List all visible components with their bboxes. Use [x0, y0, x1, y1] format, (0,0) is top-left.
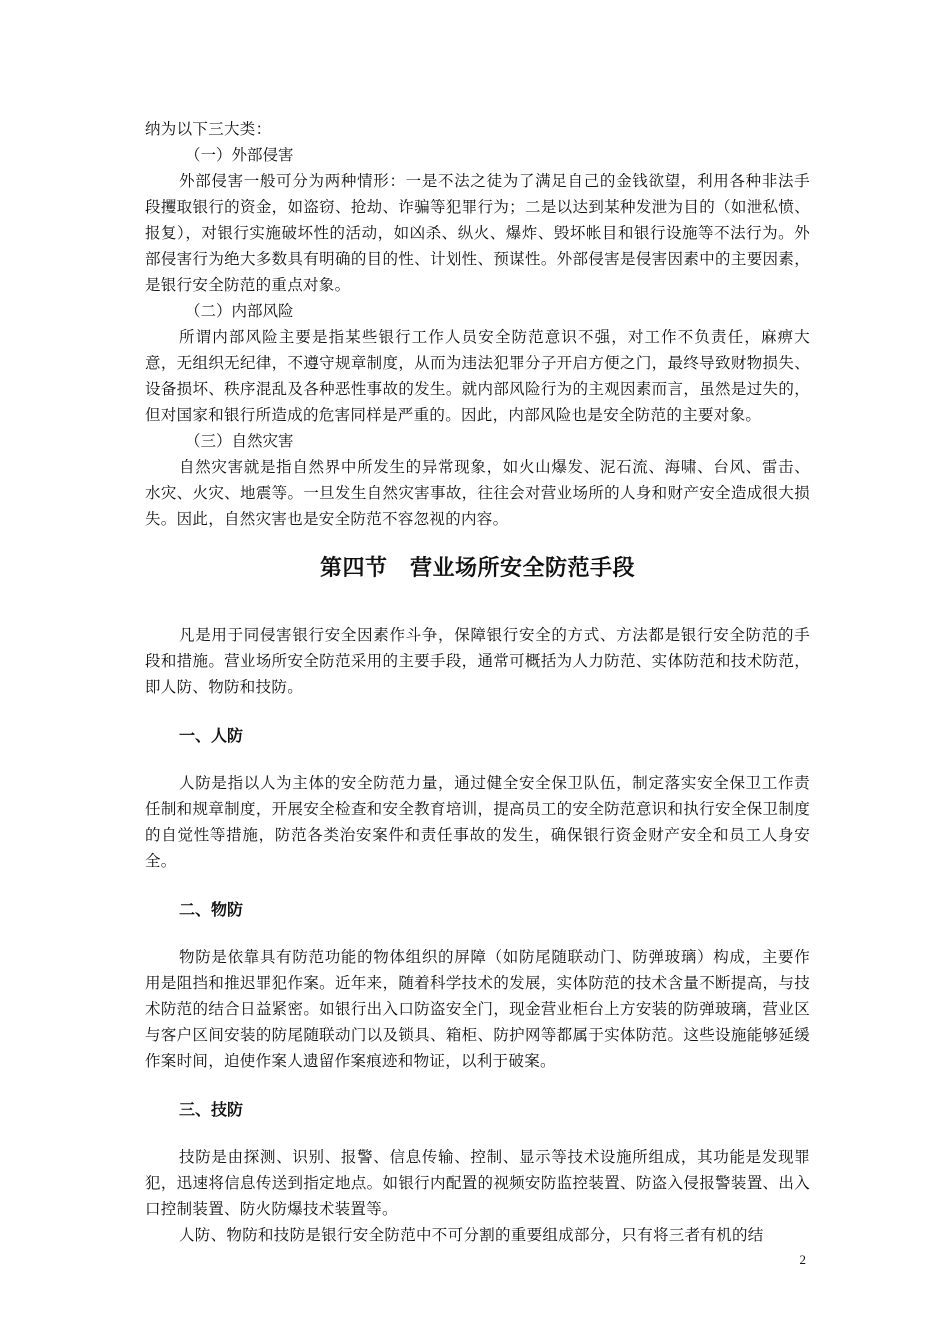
page-number: 2	[799, 1252, 806, 1267]
subheading-internal-risk: （二）内部风险	[185, 302, 294, 320]
heading-human-defense: 一、人防	[179, 726, 244, 745]
page-content	[145, 116, 810, 1248]
human-defense-paragraph: 人防是指以人为主体的安全防范力量，通过健全安全保卫队伍，制定落实安全保卫工作责任制和规章制度，开展安全检查和安全教育培训，提高员工的安全防范意识和执行安全保卫制度的自觉性等措施，防范各类治安案件和责任事故的发生，确保银行资金财产安全和员工人身安全。	[145, 774, 810, 870]
technical-defense-paragraph: 技防是由探测、识别、报警、信息传输、控制、显示等技术设施所组成，其功能是发现罪犯，迅速将信息传送到指定地点。如银行内配置的视频安防监控装置、防盗入侵报警装置、出入口控制装置、防火防爆技术装置等。	[145, 1148, 810, 1218]
external-harm-paragraph: 外部侵害一般可分为两种情形：一是不法之徒为了满足自己的金钱欲望，利用各种非法手段攫取银行的资金，如盗窃、抢劫、诈骗等犯罪行为；二是以达到某种发泄为目的（如泄私愤、报复），对银行实施破坏性的活动，如凶杀、纵火、爆炸、毁坏帐目和银行设施等不法行为。外部侵害行为绝大多数具有明确的目的性、计划性、预谋性。外部侵害是侵害因素中的主要因素，是银行安全防范的重点对象。	[145, 172, 810, 294]
intro-tail-paragraph: 纳为以下三大类：	[145, 120, 272, 138]
internal-risk-paragraph: 所谓内部风险主要是指某些银行工作人员安全防范意识不强，对工作不负责任，麻痹大意，无组织无纪律，不遵守规章制度，从而为违法犯罪分子开启方便之门，最终导致财物损失、设备损坏、秩序混乱及各种恶性事故的发生。就内部风险行为的主观因素而言，虽然是过失的，但对国家和银行所造成的危害同样是严重的。因此，内部风险也是安全防范的主要对象。	[145, 328, 810, 424]
section-intro-paragraph: 凡是用于同侵害银行安全因素作斗争，保障银行安全的方式、方法都是银行安全防范的手段和措施。营业场所安全防范采用的主要手段，通常可概括为人力防范、实体防范和技术防范，即人防、物防和技防。	[145, 626, 810, 696]
subheading-natural-disaster: （三）自然灾害	[185, 432, 294, 450]
heading-physical-defense: 二、物防	[179, 900, 244, 919]
natural-disaster-paragraph: 自然灾害就是指自然界中所发生的异常现象，如火山爆发、泥石流、海啸、台风、雷击、水灾、火灾、地震等。一旦发生自然灾害事故，往往会对营业场所的人身和财产安全造成很大损失。因此，自然灾害也是安全防范不容忽视的内容。	[145, 458, 810, 528]
subheading-external-harm: （一）外部侵害	[185, 146, 294, 164]
closing-paragraph: 人防、物防和技防是银行安全防范中不可分割的重要组成部分，只有将三者有机的结	[179, 1226, 764, 1244]
heading-technical-defense: 三、技防	[179, 1100, 244, 1119]
section-title: 第四节 营业场所安全防范手段	[319, 556, 635, 581]
physical-defense-paragraph: 物防是依靠具有防范功能的物体组织的屏障（如防尾随联动门、防弹玻璃）构成，主要作用是阻挡和推迟罪犯作案。近年来，随着科学技术的发展，实体防范的技术含量不断提高，与技术防范的结合日益紧密。如银行出入口防盗安全门，现金营业柜台上方安装的防弹玻璃，营业区与客户区间安装的防尾随联动门以及锁具、箱柜、防护网等都属于实体防范。这些设施能够延缓作案时间，迫使作案人遗留作案痕迹和物证，以利于破案。	[145, 948, 810, 1070]
